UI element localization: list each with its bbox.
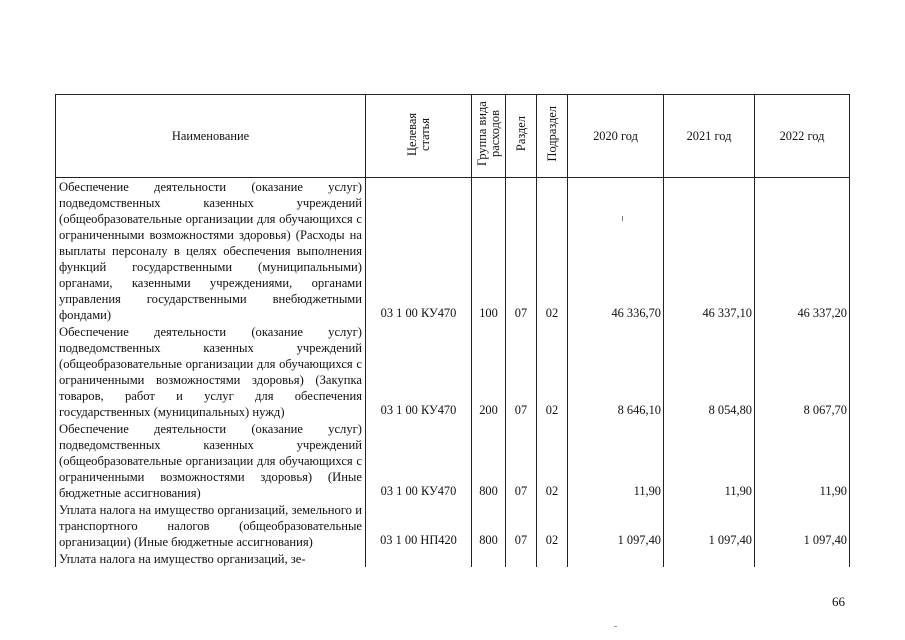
row-section: 07 bbox=[506, 420, 537, 501]
row-code: 03 1 00 КУ470 bbox=[366, 420, 472, 501]
table-row bbox=[56, 323, 850, 420]
row-2020: 46 336,70 bbox=[568, 178, 664, 324]
row-section: 07 bbox=[506, 501, 537, 550]
row-name: Уплата налога на имущество организаций, земельного и транспортного налогов (общеобразовательные организации) (Иные бюджетные ассигнования) bbox=[56, 501, 366, 550]
row-code: 03 1 00 НП420 bbox=[366, 501, 472, 550]
row-subsection bbox=[537, 550, 568, 567]
row-2020 bbox=[568, 550, 664, 567]
table-row bbox=[56, 501, 850, 550]
header-expense-group: Группа вида расходов bbox=[472, 95, 506, 178]
row-subsection: 02 bbox=[537, 501, 568, 550]
row-2022: 11,90 bbox=[755, 420, 850, 501]
header-year-2022: 2022 год bbox=[755, 95, 850, 178]
row-name: Обеспечение деятельности (оказание услуг) подведомственных казенных учреждений (общеобразовательные организации для обучающихся с ограниченными возможностями здоровья) (Расходы на выплаты персоналу в целях обеспечения выполнения функций государственными (муниципальными) органами, казенными учреждениями, органами управления государственными внебюджетными фондами) bbox=[56, 178, 366, 324]
row-group: 800 bbox=[472, 420, 506, 501]
row-code bbox=[366, 550, 472, 567]
row-name: Обеспечение деятельности (оказание услуг) подведомственных казенных учреждений (общеобразовательные организации для обучающихся с ограниченными возможностями здоровья) (Иные бюджетные ассигнования) bbox=[56, 420, 366, 501]
row-section: 07 bbox=[506, 178, 537, 324]
row-subsection: 02 bbox=[537, 323, 568, 420]
scan-artifact bbox=[622, 216, 623, 221]
row-2020: 1 097,40 bbox=[568, 501, 664, 550]
row-code: 03 1 00 КУ470 bbox=[366, 323, 472, 420]
row-name: Уплата налога на имущество организаций, зе- bbox=[56, 550, 366, 567]
row-subsection: 02 bbox=[537, 178, 568, 324]
row-2022: 8 067,70 bbox=[755, 323, 850, 420]
row-subsection: 02 bbox=[537, 420, 568, 501]
row-2022: 46 337,20 bbox=[755, 178, 850, 324]
row-group: 100 bbox=[472, 178, 506, 324]
table-header-row bbox=[56, 95, 850, 178]
header-section: Раздел bbox=[506, 95, 537, 178]
row-2021: 46 337,10 bbox=[664, 178, 755, 324]
table-row-cut bbox=[56, 550, 850, 567]
scan-artifact bbox=[614, 626, 617, 627]
row-2021: 1 097,40 bbox=[664, 501, 755, 550]
header-year-2020: 2020 год bbox=[568, 95, 664, 178]
row-2022: 1 097,40 bbox=[755, 501, 850, 550]
header-subsection: Подраздел bbox=[537, 95, 568, 178]
table-row bbox=[56, 178, 850, 324]
row-2021 bbox=[664, 550, 755, 567]
row-section bbox=[506, 550, 537, 567]
row-group bbox=[472, 550, 506, 567]
row-code: 03 1 00 КУ470 bbox=[366, 178, 472, 324]
row-name: Обеспечение деятельности (оказание услуг) подведомственных казенных учреждений (общеобразовательные организации для обучающихся с ограниченными возможностями здоровья) (Закупка товаров, работ и услуг для обеспечения государственных (муниципальных) нужд) bbox=[56, 323, 366, 420]
row-section: 07 bbox=[506, 323, 537, 420]
row-2020: 8 646,10 bbox=[568, 323, 664, 420]
header-name: Наименование bbox=[56, 95, 366, 178]
header-year-2021: 2021 год bbox=[664, 95, 755, 178]
row-group: 800 bbox=[472, 501, 506, 550]
budget-table bbox=[55, 94, 850, 567]
table-row bbox=[56, 420, 850, 501]
row-2022 bbox=[755, 550, 850, 567]
row-group: 200 bbox=[472, 323, 506, 420]
row-2020: 11,90 bbox=[568, 420, 664, 501]
header-target-article: Целевая статья bbox=[366, 95, 472, 178]
row-2021: 11,90 bbox=[664, 420, 755, 501]
row-2021: 8 054,80 bbox=[664, 323, 755, 420]
page-number: 66 bbox=[832, 594, 845, 609]
